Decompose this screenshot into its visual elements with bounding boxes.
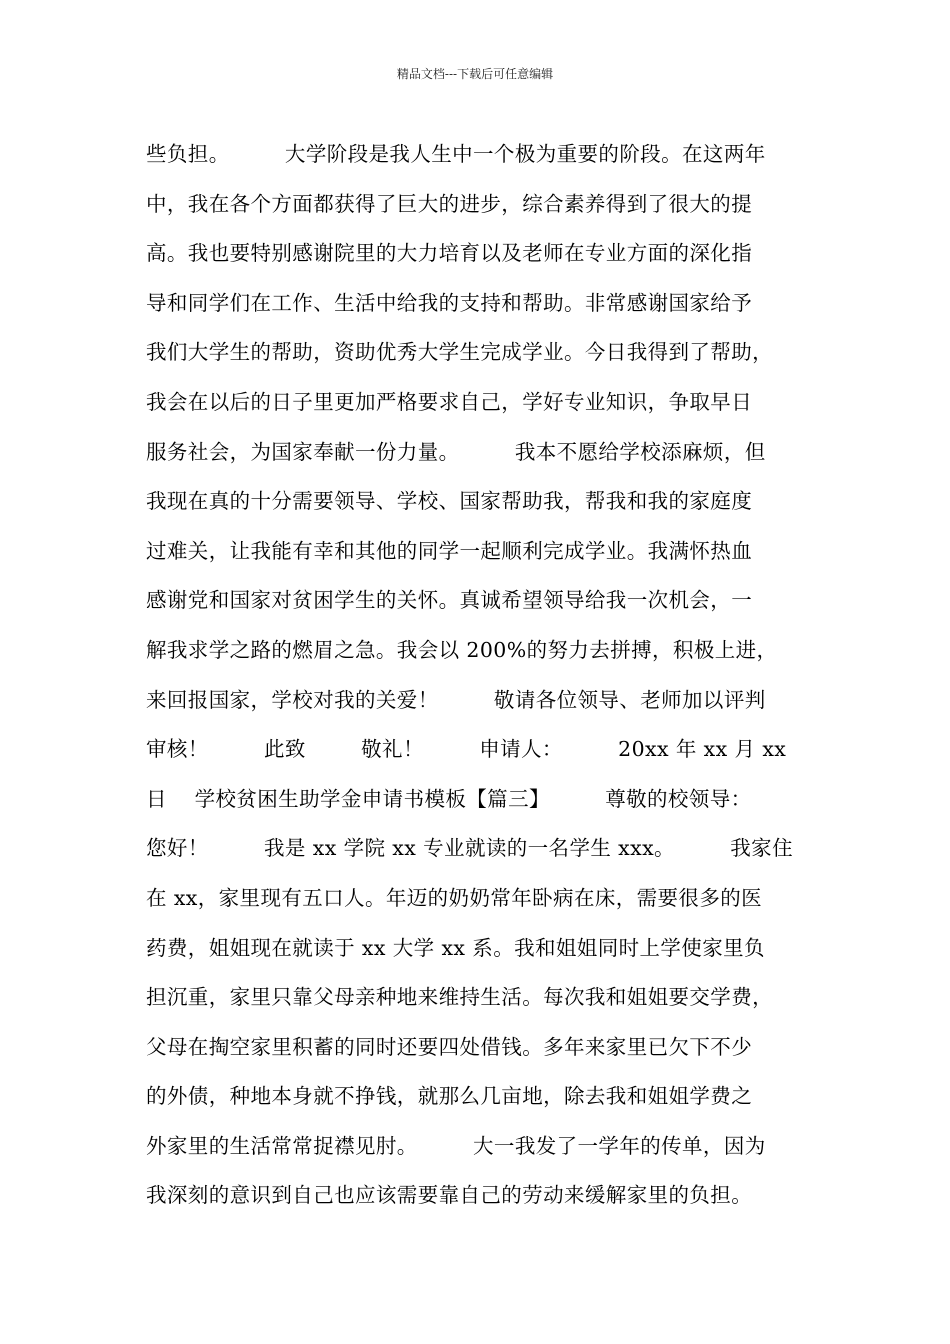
text-line: 担沉重，家里只靠父母亲种地来维持生活。每次我和姐姐要交学费， <box>146 985 773 1010</box>
text-line: 服务社会，为国家奉献一份力量。 我本不愿给学校添麻烦，但 <box>146 439 766 464</box>
text-line: 高。我也要特别感谢院里的大力培育以及老师在专业方面的深化指 <box>146 241 753 266</box>
text-line: 日 学校贫困生助学金申请书模板【篇三】 尊敬的校领导： <box>146 786 752 811</box>
text-line: 我会在以后的日子里更加严格要求自己，学好专业知识，争取早日 <box>146 389 753 414</box>
text-line: 药费，姐姐现在就读于 xx 大学 xx 系。我和姐姐同时上学使家里负 <box>146 935 765 960</box>
text-line: 中，我在各个方面都获得了巨大的进步，综合素养得到了很大的提 <box>146 191 753 216</box>
page-header: 精品文档---下载后可任意编辑 <box>396 67 554 81</box>
text-line: 我深刻的意识到自己也应该需要靠自己的劳动来缓解家里的负担。 <box>146 1183 753 1208</box>
text-line: 您好！ 我是 xx 学院 xx 专业就读的一名学生 xxx。 我家住 <box>146 836 793 861</box>
text-line: 我们大学生的帮助，资助优秀大学生完成学业。今日我得到了帮助， <box>146 340 773 365</box>
text-line: 我现在真的十分需要领导、学校、国家帮助我，帮我和我的家庭度 <box>146 489 753 514</box>
text-line: 些负担。 大学阶段是我人生中一个极为重要的阶段。在这两年 <box>146 142 766 166</box>
text-line: 解我求学之路的燃眉之急。我会以 200%的努力去拼搏，积极上进， <box>146 637 778 662</box>
text-line: 在 xx，家里现有五口人。年迈的奶奶常年卧病在床，需要很多的医 <box>146 885 763 910</box>
document-body <box>146 130 816 1221</box>
text-line: 来回报国家，学校对我的关爱！ 敬请各位领导、老师加以评判 <box>146 687 766 712</box>
text-line: 过难关，让我能有幸和其他的同学一起顺利完成学业。我满怀热血 <box>146 538 753 563</box>
text-line: 的外债，种地本身就不挣钱，就那么几亩地，除去我和姐姐学费之 <box>146 1084 753 1109</box>
text-line: 外家里的生活常常捉襟见肘。 大一我发了一学年的传单，因为 <box>146 1133 766 1158</box>
text-line: 审核！ 此致 敬礼！ 申请人： 20xx 年 xx 月 xx <box>146 737 787 762</box>
text-line: 感谢党和国家对贫困学生的关怀。真诚希望领导给我一次机会，一 <box>146 588 753 613</box>
text-line: 导和同学们在工作、生活中给我的支持和帮助。非常感谢国家给予 <box>146 290 753 315</box>
text-line: 父母在掏空家里积蓄的同时还要四处借钱。多年来家里已欠下不少 <box>146 1034 753 1059</box>
